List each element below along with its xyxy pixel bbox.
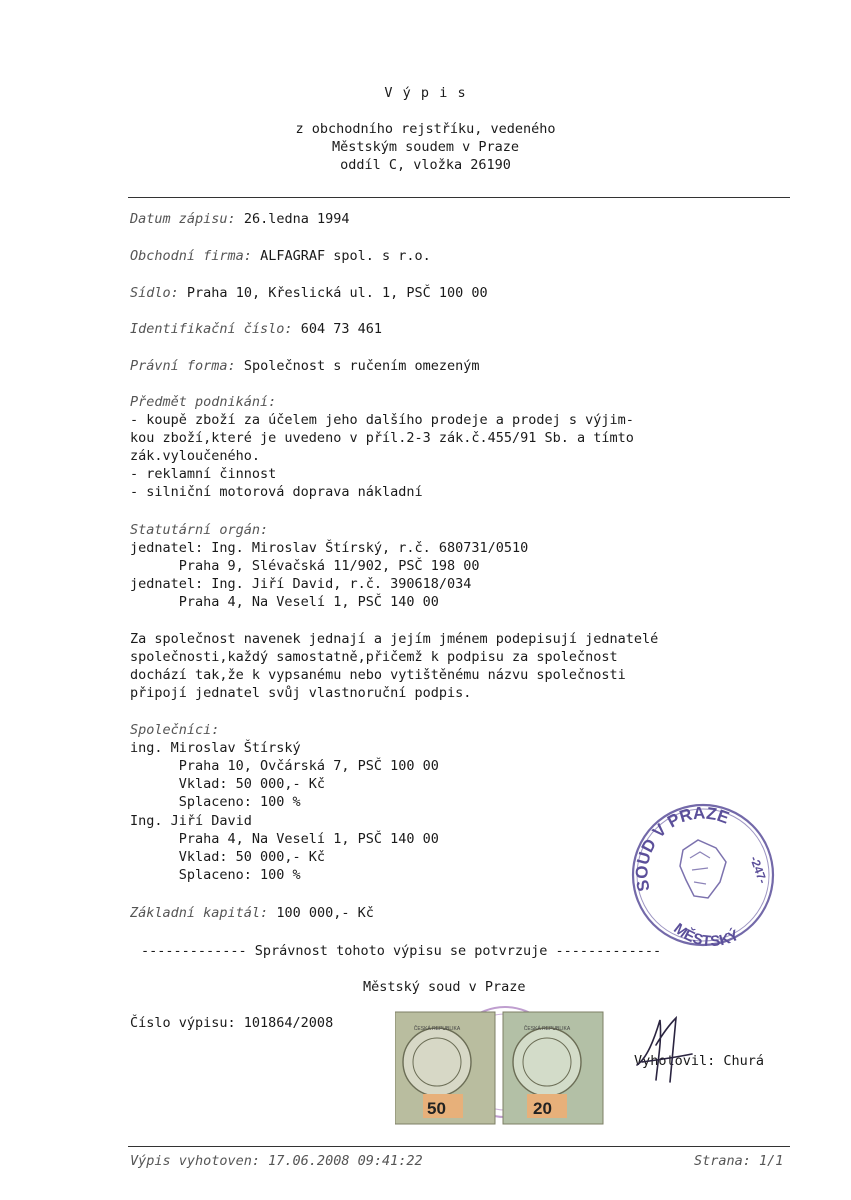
issued-timestamp: Výpis vyhotoven: 17.06.2008 09:41:22 [130, 1153, 423, 1169]
ic-row [130, 320, 382, 338]
ic-value: 604 73 461 [300, 321, 382, 337]
kapital-value: 100 000,- Kč [276, 905, 374, 921]
revenue-stamp-value: 50 [427, 1099, 446, 1118]
sidlo-row [130, 284, 488, 302]
spolecnici-line: Praha 10, Ovčárská 7, PSČ 100 00 [130, 758, 439, 774]
seal-number: -247- [747, 854, 770, 886]
kapital-label: Základní kapitál: [130, 905, 269, 921]
predmet-line: - koupě zboží za účelem jeho dalšího prodeje a prodej s výjim- [130, 412, 634, 428]
extract-number: Číslo výpisu: 101864/2008 [130, 1015, 334, 1031]
bottom-divider [128, 1146, 790, 1147]
court-seal-stamp [628, 800, 778, 950]
spolecnici-line: Vklad: 50 000,- Kč [130, 849, 326, 865]
jednani-line: připojí jednatel svůj vlastnoruční podpis. [130, 685, 472, 701]
revenue-stamp-50 [395, 1012, 495, 1124]
predmet-line: - reklamní činnost [130, 466, 277, 482]
predmet-line: kou zboží,které je uvedeno v příl.2-3 zák.č.455/91 Sb. a tímto [130, 430, 634, 446]
forma-value: Společnost s ručením omezeným [243, 358, 480, 374]
statutarni-line: Praha 4, Na Veselí 1, PSČ 140 00 [130, 594, 439, 610]
statutarni-line: jednatel: Ing. Jiří David, r.č. 390618/034 [130, 576, 472, 592]
statutarni-line: jednatel: Ing. Miroslav Štírský, r.č. 680731/0510 [130, 540, 529, 556]
header-line-3: oddíl C, vložka 26190 [340, 157, 511, 173]
spolecnici-line: ing. Miroslav Štírský [130, 740, 301, 756]
jednani-line: společnosti,každý samostatně,přičemž k podpisu za společnost [130, 649, 618, 665]
spolecnici-line: Praha 4, Na Veselí 1, PSČ 140 00 [130, 831, 439, 847]
header-line-2: Městským soudem v Praze [332, 139, 519, 155]
document-title: V ý p i s [384, 85, 467, 101]
statutarni-line: Praha 9, Slévačská 11/902, PSČ 198 00 [130, 558, 480, 574]
header-line-1: z obchodního rejstříku, vedeného [295, 121, 556, 137]
top-divider [128, 197, 790, 198]
predmet-line: - silniční motorová doprava nákladní [130, 484, 423, 500]
revenue-stamp-country: ČESKÁ REPUBLIKA [523, 1026, 571, 1032]
spolecnici-line: Splaceno: 100 % [130, 867, 301, 883]
firma-value: ALFAGRAF spol. s r.o. [260, 248, 431, 264]
predmet-label: Předmět podnikání: [130, 394, 277, 410]
confirmation-line: ------------- Správnost tohoto výpisu se potvrzuje ------------- [141, 943, 662, 959]
spolecnici-line: Splaceno: 100 % [130, 794, 301, 810]
firma-row [130, 247, 431, 265]
seal-text-top: SOUD V PRAZE [632, 803, 732, 894]
kapital-row [130, 904, 374, 922]
revenue-stamp-value: 20 [533, 1099, 552, 1118]
forma-label: Právní forma: [130, 358, 236, 374]
ic-label: Identifikační číslo: [130, 321, 293, 337]
datum-label: Datum zápisu: [130, 211, 236, 227]
spolecnici-line: Vklad: 50 000,- Kč [130, 776, 326, 792]
seal-text-bottom: MĚSTSKÝ [670, 920, 742, 950]
jednani-line: Za společnost navenek jednají a jejím jménem podepisují jednatelé [130, 631, 659, 647]
forma-row [130, 357, 480, 375]
statutarni-label: Statutární orgán: [130, 522, 269, 538]
page-number: Strana: 1/1 [694, 1153, 784, 1169]
firma-label: Obchodní firma: [130, 248, 252, 264]
spolecnici-line: Ing. Jiří David [130, 813, 252, 829]
sidlo-value: Praha 10, Křeslická ul. 1, PSČ 100 00 [186, 285, 488, 301]
datum-row [130, 210, 349, 228]
predmet-line: zák.vyloučeného. [130, 448, 261, 464]
revenue-stamp-20 [503, 1012, 603, 1124]
handwritten-signature [632, 1010, 702, 1090]
datum-value: 26.ledna 1994 [243, 211, 350, 227]
court-name: Městský soud v Praze [363, 979, 526, 995]
revenue-stamp-country: ČESKÁ REPUBLIKA [413, 1026, 461, 1032]
jednani-line: dochází tak,že k vypsanému nebo vytištěnému názvu společnosti [130, 667, 626, 683]
sidlo-label: Sídlo: [130, 285, 179, 301]
issued-by: Vyhotovil: Churá [634, 1053, 765, 1069]
spolecnici-label: Společníci: [130, 722, 220, 738]
revenue-stamps [395, 1000, 615, 1140]
